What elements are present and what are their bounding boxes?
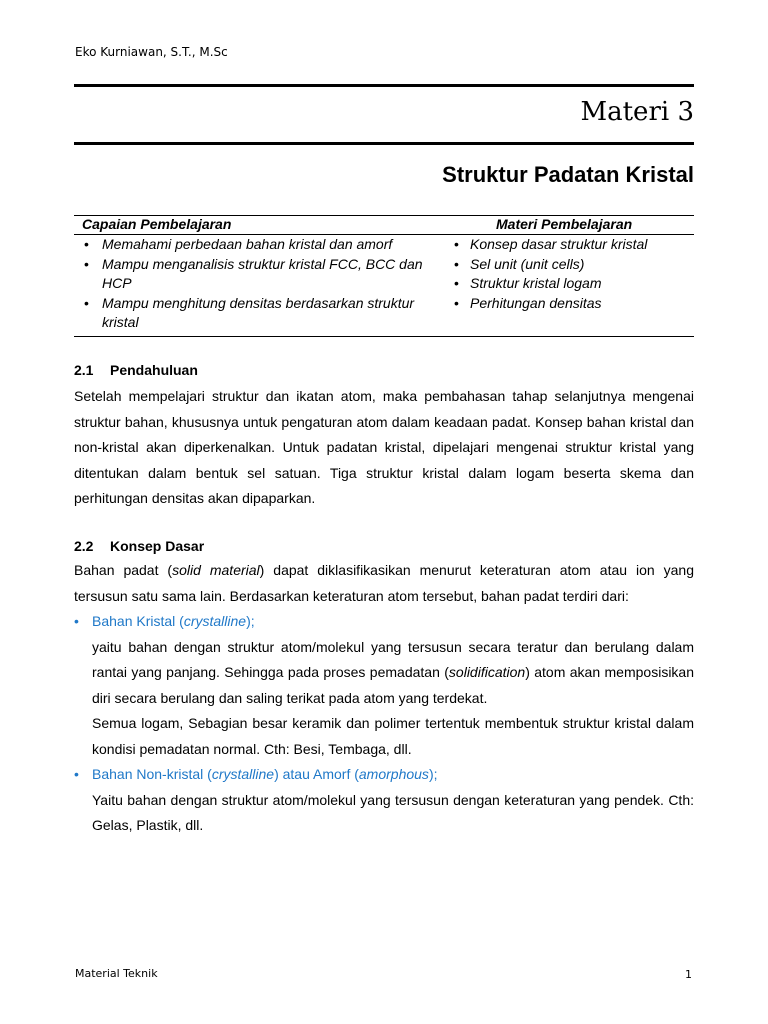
section-heading xyxy=(74,361,694,379)
objectives-right-cell xyxy=(450,235,694,337)
chapter-title: Struktur Padatan Kristal xyxy=(442,162,694,187)
section-number: 2.2 xyxy=(74,538,94,554)
section-number: 2.1 xyxy=(74,362,94,378)
header-author: Eko Kurniawan, S.T., M.Sc xyxy=(75,45,228,59)
amorphous-description: Yaitu bahan dengan struktur atom/molekul yang tersusun dengan keteraturan yang pendek. Cth: Gelas, Plastik, dll. xyxy=(92,791,694,833)
learning-outcome-item: • Mampu menganalisis struktur kristal FCC, BCC dan HCP xyxy=(74,255,450,294)
section-konsep-dasar xyxy=(74,537,694,839)
learning-material-item: • Perhitungan densitas xyxy=(450,294,694,314)
crystalline-examples: Semua logam, Sebagian besar keramik dan polimer tertentuk membentuk struktur kristal dalam kondisi pemadatan normal. Cth: Besi, Tembaga, dll. xyxy=(92,715,694,757)
section-paragraph: Setelah mempelajari struktur dan ikatan atom, maka pembahasan tahap selanjutnya mengenai struktur bahan, khususnya untuk pengaturan atom dalam keadaan padat. Konsep bahan kristal dan non-kristal akan diperkenalkan. Untuk padatan kristal, dipelajari mengenai struktur kristal yang ditentukan dalam bentuk sel satuan. Tiga struktur kristal dalam logam beserta skema dan perhitungan densitas akan dipaparkan. xyxy=(74,388,694,506)
bullet-crystalline-title: • Bahan Kristal (crystalline); xyxy=(74,613,255,629)
footer-course: Material Teknik xyxy=(75,967,158,980)
objectives-left-header: Capaian Pembelajaran xyxy=(74,216,450,235)
learning-outcome-item: • Memahami perbedaan bahan kristal dan amorf xyxy=(74,235,450,255)
crystalline-description: yaitu bahan dengan struktur atom/molekul yang tersusun secara teratur dan berulang dalam rantai yang panjang. Sehingga pada proses pemadatan (solidification) atom akan memposisikan diri secara berulang dan saling terikat pada atom yang terdekat. xyxy=(92,638,694,706)
objectives-left-cell xyxy=(74,235,450,337)
learning-material-item: • Sel unit (unit cells) xyxy=(450,255,694,275)
page-number: 1 xyxy=(685,968,692,981)
section-title: Pendahuluan xyxy=(110,362,198,378)
section-title: Konsep Dasar xyxy=(110,538,205,554)
bullet-amorphous-title: • Bahan Non-kristal (crystalline) atau Amorf (amorphous); xyxy=(74,766,438,782)
learning-outcome-item: • Mampu menghitung densitas berdasarkan struktur kristal xyxy=(74,294,450,333)
chapter-label: Materi 3 xyxy=(580,97,694,127)
learning-material-item: • Struktur kristal logam xyxy=(450,274,694,294)
objectives-table xyxy=(74,215,694,337)
section-heading xyxy=(74,537,694,555)
header-rule xyxy=(74,84,694,87)
section-pendahuluan xyxy=(74,361,694,512)
learning-material-item: • Konsep dasar struktur kristal xyxy=(450,235,694,255)
chapter-rule xyxy=(74,142,694,145)
objectives-right-header: Materi Pembelajaran xyxy=(450,216,694,235)
section-paragraph: Bahan padat (solid material) dapat diklasifikasikan menurut keteraturan atom atau ion yang tersusun satu sama lain. Berdasarkan keteraturan atom tersebut, bahan padat terdiri dari: xyxy=(74,562,694,604)
